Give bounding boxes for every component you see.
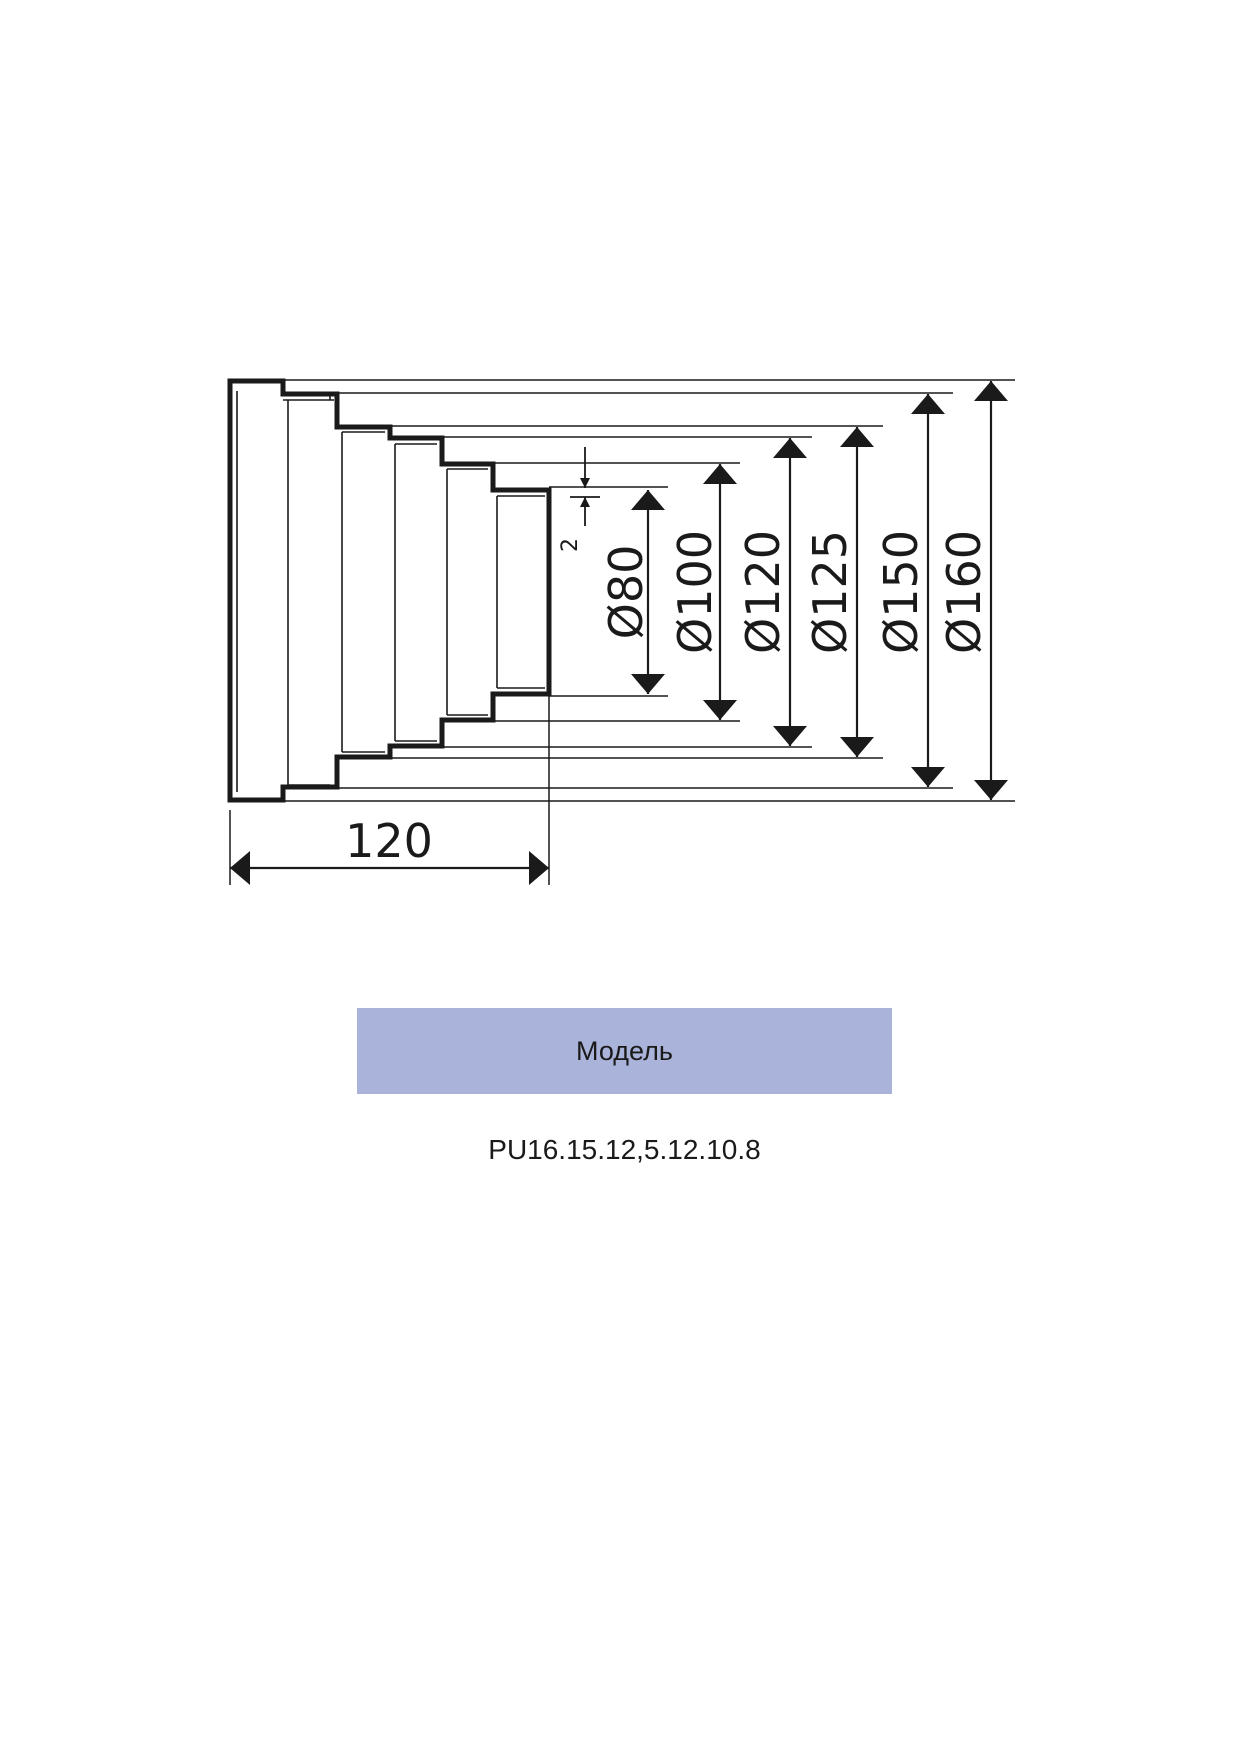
diameter-label-d120: Ø120 bbox=[736, 529, 790, 655]
reducer-inner-lines bbox=[237, 391, 545, 792]
diameter-label-d125: Ø125 bbox=[803, 529, 857, 655]
diameter-label-d160: Ø160 bbox=[937, 529, 991, 655]
diameter-label-d80: Ø80 bbox=[599, 544, 653, 640]
reducer-outline bbox=[230, 381, 549, 800]
wall-thickness-label: 2 bbox=[558, 538, 583, 552]
model-value: PU16.15.12,5.12.10.8 bbox=[488, 1134, 761, 1165]
model-header-label: Модель bbox=[576, 1035, 673, 1066]
diameter-label-d100: Ø100 bbox=[668, 529, 722, 655]
model-table bbox=[357, 1008, 892, 1166]
diameter-label-d150: Ø150 bbox=[874, 529, 928, 655]
model-table-header bbox=[357, 1008, 892, 1094]
length-dimension-label: 120 bbox=[345, 814, 433, 868]
